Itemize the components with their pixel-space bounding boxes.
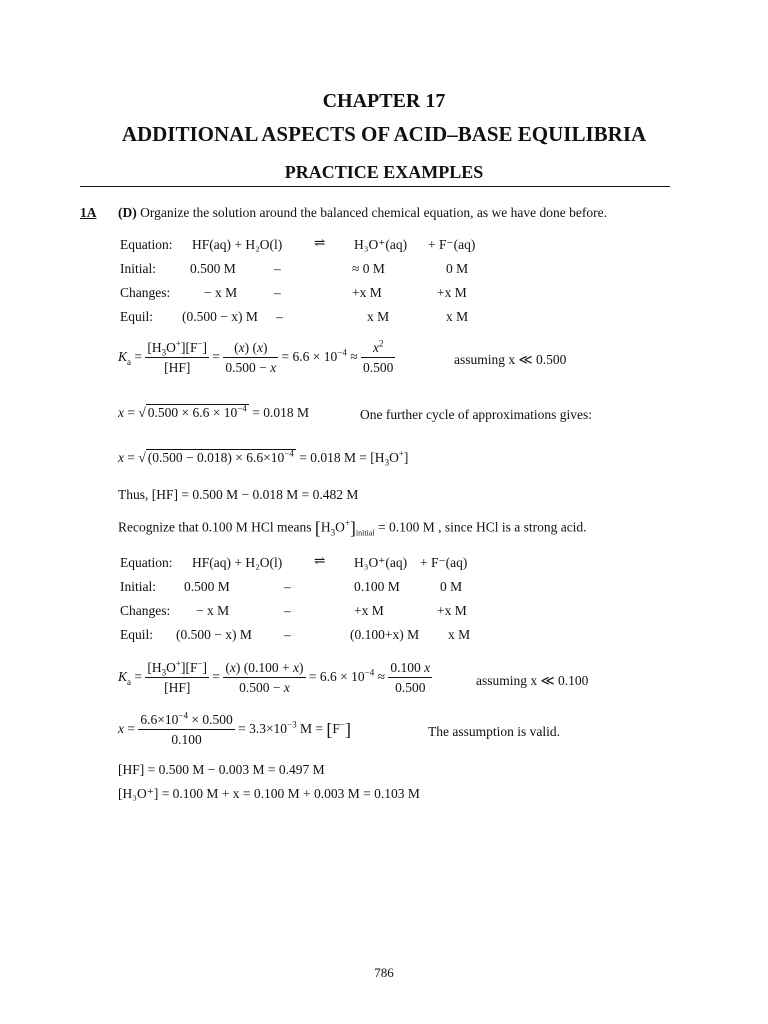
ka-expression-2: $K_a$ = $\frac{[H_3O^+][F^-]}{[HF]}$ = $\frac{(x) (0.100 + x)}{0.500 - x}$ = $6.6 \times 10^{-4}$ ≈ $\frac{0.100 x}{0.500}$ [118, 658, 431, 695]
x-root-2: x = √ $(0.500 - 0.018) \times 6.6\times 10^{-4} = 0.018$ $M = [H_3O^+]$ [118, 448, 409, 468]
heading-rule [80, 186, 670, 187]
t1-r2-c3: +x M [352, 285, 382, 300]
t1-r2-c2: – [274, 285, 281, 300]
t2-r0-c2: ⇌ [314, 553, 326, 568]
t2-r0-c0: Equation: [120, 555, 173, 570]
t1-r0-c2: ⇌ [314, 235, 326, 250]
t1-r2-c1: − x M [204, 285, 238, 300]
chapter-heading: CHAPTER 17 [322, 90, 446, 112]
t2-r1-c2: – [284, 579, 291, 594]
x-root-1: x = √ $0.500 \times 6.6 \times 10^{-4} = 0.018$ M [118, 403, 309, 420]
problem-intro-text: Organize the solution around the balanced chemical equation, as we have done before. [140, 205, 607, 220]
fraction: $\frac{(x) (x)}{0.500 - x}$ [225, 340, 277, 375]
t2-r2-c4: +x M [437, 603, 467, 618]
hf-final: [HF] = 0.500 M − 0.003 M = 0.497 M [118, 762, 325, 777]
ka-expression-1: $K_a$ = $\frac{[H_3O^+][F^-]}{[HF]}$ = $\frac{(x) (x)}{0.500 - x}$ = $6.6 \times 10^{-4}$ ≈ $\frac{x^2}{0.500}$ [118, 338, 394, 375]
problem-number: 1A [80, 205, 97, 220]
problem-intro [118, 205, 607, 221]
t2-r1-c3: 0.100 M [354, 579, 400, 594]
t1-r0-c1: HF(aq) + H₂O(l) [192, 237, 283, 252]
t2-r3-c1: (0.500 − x) M [176, 627, 252, 642]
initial-subscript: initial [355, 528, 375, 538]
t2-r3-c2: – [284, 627, 291, 642]
t1-r0-c4: + F⁻(aq) [428, 237, 476, 252]
fraction: $\frac{0.100 x}{0.500}$ [390, 660, 431, 695]
t2-r2-c2: – [284, 603, 291, 618]
section-heading: PRACTICE EXAMPLES [284, 162, 484, 182]
fraction: $\frac{[H_3O^+][F^-]}{[HF]}$ [147, 338, 208, 375]
t2-r3-c4: x M [448, 627, 471, 642]
t2-r2-c3: +x M [354, 603, 384, 618]
t1-r0-c0: Equation: [120, 237, 173, 252]
t1-r1-c0: Initial: [120, 261, 156, 276]
fraction: $\frac{[H_3O^+][F^-]}{[HF]}$ [147, 658, 208, 695]
recognize-line: Recognize that 0.100 M HCl means $[H_3O^+]_{initial} = 0.100$ M , since HCl is a strong acid. [118, 518, 587, 538]
assumption-1: assuming x ≪ 0.500 [454, 352, 567, 367]
assumption-valid-note: The assumption is valid. [428, 724, 560, 739]
recognize-text-a: Recognize that 0.100 M HCl means [118, 519, 312, 535]
t1-r2-c4: +x M [437, 285, 467, 300]
fraction: $\frac{(x) (0.100 + x)}{0.500 - x}$ [225, 660, 304, 695]
t2-r3-c3: (0.100+x) M [350, 627, 420, 642]
t2-r0-c4: + F⁻(aq) [420, 555, 468, 570]
t2-r1-c1: 0.500 M [184, 579, 230, 594]
t2-r2-c1: − x M [196, 603, 230, 618]
t2-r1-c4: 0 M [440, 579, 463, 594]
chapter-title: ADDITIONAL ASPECTS OF ACID–BASE EQUILIBRIA [121, 122, 647, 146]
x-calc-3: x = $\frac{6.6\times 10^{-4} \times 0.500}{0.100}$ = $3.3\times 10^{-3}$ M = [F−] [118, 710, 351, 747]
t1-r1-c4: 0 M [446, 261, 469, 276]
fraction: $\frac{6.6\times 10^{-4} \times 0.500}{0.100}$ [140, 710, 233, 747]
t2-r0-c3: H₃O⁺(aq) [354, 555, 408, 570]
t1-r0-c3: H₃O⁺(aq) [354, 237, 408, 252]
t1-r3-c3: x M [367, 309, 390, 324]
page-number: 786 [374, 965, 394, 980]
assumption-2: assuming x ≪ 0.100 [476, 673, 589, 688]
t1-r1-c1: 0.500 M [190, 261, 236, 276]
t2-r2-c0: Changes: [120, 603, 171, 618]
t2-r3-c0: Equil: [120, 627, 153, 642]
h3o-final: [H₃O⁺] = 0.100 M + x = 0.100 M + 0.003 M = 0.103 M [118, 786, 420, 801]
t1-r3-c1: (0.500 − x) M [182, 309, 258, 324]
t1-r1-c3: ≈ 0 M [352, 261, 385, 276]
t1-r3-c4: x M [446, 309, 469, 324]
t2-r0-c1: HF(aq) + H₂O(l) [192, 555, 283, 570]
t1-r2-c0: Changes: [120, 285, 171, 300]
problem-tag: (D) [118, 205, 137, 220]
t2-r1-c0: Initial: [120, 579, 156, 594]
t1-r3-c0: Equil: [120, 309, 153, 324]
further-cycle-note: One further cycle of approximations gives: [360, 407, 593, 422]
t1-r3-c2: – [276, 309, 283, 324]
recognize-text-b: = 0.100 M , since HCl is a strong acid. [377, 519, 587, 535]
t1-r1-c2: – [274, 261, 281, 276]
thus-line: Thus, [HF] = 0.500 M − 0.018 M = 0.482 M [118, 487, 359, 502]
fraction: $\frac{x^2}{0.500}$ [363, 338, 394, 375]
